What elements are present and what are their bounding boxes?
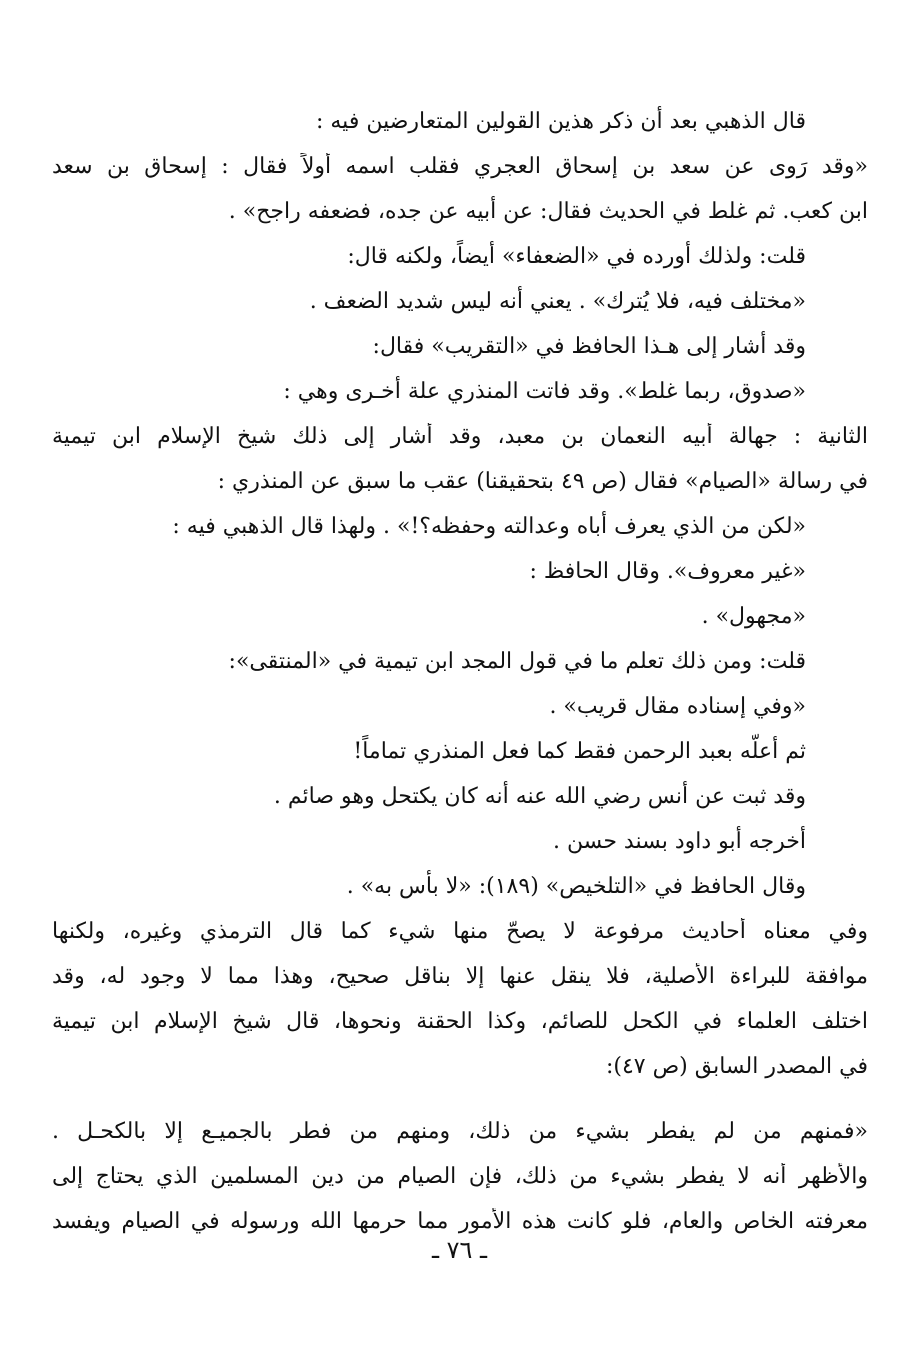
text-line: وقال الحافظ في «التلخيص» (١٨٩): «لا بأس به» .: [346, 874, 806, 899]
text-line: اختلف العلماء في الكحل للصائم، وكذا الحقنة ونحوها، قال شيخ الإسلام ابن تيمية: [52, 1009, 868, 1034]
text-line: ابن كعب. ثم غلط في الحديث فقال: عن أبيه عن جده، فضعفه راجح» .: [228, 199, 868, 224]
book-page: [52, 108, 868, 1288]
text-line: ثم أعلّه بعبد الرحمن فقط كما فعل المنذري تماماً!: [353, 739, 806, 764]
text-line: قلت: ولذلك أورده في «الضعفاء» أيضاً، ولكنه قال:: [347, 244, 806, 269]
text-line: «فمنهم من لم يفطر بشيء من ذلك، ومنهم من فطر بالجميـع إلا بالكحـل .: [52, 1119, 868, 1144]
text-line: وقد أشار إلى هـذا الحافظ في «التقريب» فقال:: [372, 334, 806, 359]
text-line: موافقة للبراءة الأصلية، فلا ينقل عنها إلا بناقل صحيح، وهذا مما لا وجود له، وقد: [52, 964, 868, 989]
text-line: قال الذهبي بعد أن ذكر هذين القولين المتعارضين فيه :: [315, 109, 806, 134]
text-line: في رسالة «الصيام» فقال (ص ٤٩ بتحقيقنا) عقب ما سبق عن المنذري :: [217, 469, 868, 494]
text-line: أخرجه أبو داود بسند حسن .: [552, 829, 806, 854]
text-line: «وقد رَوى عن سعد بن إسحاق العجري فقلب اسمه أولاً فقال : إسحاق بن سعد: [52, 154, 868, 179]
text-line: «وفي إسناده مقال قريب» .: [549, 694, 806, 719]
text-line: «غير معروف». وقال الحافظ :: [529, 559, 806, 584]
text-line: «مختلف فيه، فلا يُترك» . يعني أنه ليس شديد الضعف .: [309, 289, 806, 314]
text-line: «لكن من الذي يعرف أباه وعدالته وحفظه؟!» . ولهذا قال الذهبي فيه :: [172, 514, 806, 539]
text-line: «صدوق، ربما غلط». وقد فاتت المنذري علة أخـرى وهي :: [283, 379, 806, 404]
text-line: والأظهر أنه لا يفطر بشيء من ذلك، فإن الصيام من دين المسلمين الذي يحتاج إلى: [52, 1164, 868, 1189]
text-line: قلت: ومن ذلك تعلم ما في قول المجد ابن تيمية في «المنتقى»:: [228, 649, 806, 674]
page-number: ـ ٧٦ ـ: [431, 1236, 488, 1264]
text-line: معرفته الخاص والعام، فلو كانت هذه الأمور مما حرمها الله ورسوله في الصيام ويفسد: [52, 1209, 868, 1234]
text-line: وفي معناه أحاديث مرفوعة لا يصحّ منها شيء كما قال الترمذي وغيره، ولكنها: [52, 919, 868, 944]
text-line: وقد ثبت عن أنس رضي الله عنه أنه كان يكتحل وهو صائم .: [273, 784, 806, 809]
text-line: في المصدر السابق (ص ٤٧):: [605, 1054, 868, 1079]
text-line: «مجهول» .: [701, 604, 806, 629]
text-line: الثانية : جهالة أبيه النعمان بن معبد، وقد أشار إلى ذلك شيخ الإسلام ابن تيمية: [52, 424, 868, 449]
